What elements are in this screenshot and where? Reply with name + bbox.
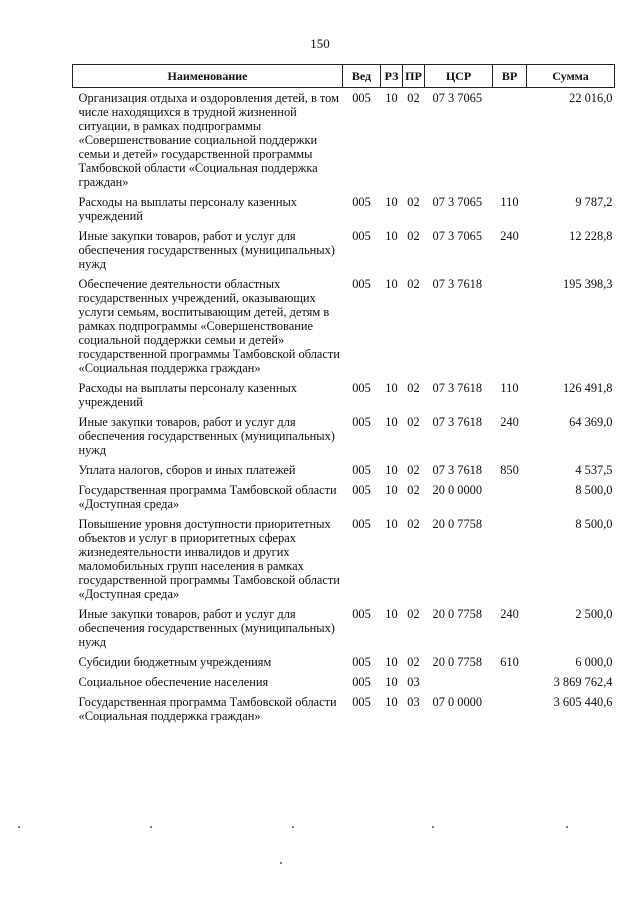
row-rz: 10 xyxy=(385,381,398,395)
row-rz: 10 xyxy=(385,655,398,669)
row-vr: 110 xyxy=(500,381,519,395)
table-row xyxy=(73,88,615,196)
table-row xyxy=(73,655,615,675)
row-ved: 005 xyxy=(352,695,371,709)
header-vr: ВР xyxy=(493,65,527,88)
row-rz: 10 xyxy=(385,463,398,477)
row-ved: 005 xyxy=(352,655,371,669)
row-rz: 10 xyxy=(385,277,398,291)
row-csr: 07 3 7618 xyxy=(432,463,483,477)
row-name: Иные закупки товаров, работ и услуг для обеспечения государственных (муниципальных) нужд xyxy=(78,229,335,271)
row-csr: 07 3 7065 xyxy=(432,195,483,209)
row-pr: 03 xyxy=(407,675,420,689)
row-ved: 005 xyxy=(352,483,371,497)
page-number: 150 xyxy=(310,36,330,51)
row-ved: 005 xyxy=(352,675,371,689)
row-vr: 240 xyxy=(500,415,519,429)
row-vr: 610 xyxy=(500,655,519,669)
row-ved: 005 xyxy=(352,607,371,621)
row-name: Иные закупки товаров, работ и услуг для обеспечения государственных (муниципальных) нужд xyxy=(78,607,335,649)
row-ved: 005 xyxy=(352,91,371,105)
row-ved: 005 xyxy=(352,277,371,291)
row-pr: 02 xyxy=(407,381,420,395)
row-csr: 07 3 7618 xyxy=(432,277,483,291)
row-pr: 02 xyxy=(407,229,420,243)
row-csr: 07 3 7618 xyxy=(432,381,483,395)
row-sum: 22 016,0 xyxy=(569,91,613,105)
row-vr: 240 xyxy=(500,607,519,621)
scan-dot xyxy=(150,826,152,828)
row-sum: 126 491,8 xyxy=(562,381,613,395)
row-rz: 10 xyxy=(385,607,398,621)
row-rz: 10 xyxy=(385,415,398,429)
row-sum: 12 228,8 xyxy=(569,229,613,243)
header-rz: РЗ xyxy=(381,65,403,88)
table-row xyxy=(73,277,615,381)
row-pr: 02 xyxy=(407,463,420,477)
row-csr: 07 3 7065 xyxy=(432,229,483,243)
row-vr xyxy=(493,695,527,729)
row-sum: 8 500,0 xyxy=(575,517,613,531)
row-sum: 9 787,2 xyxy=(575,195,613,209)
row-ved: 005 xyxy=(352,195,371,209)
row-csr: 20 0 0000 xyxy=(432,483,483,497)
row-name: Организация отдыха и оздоровления детей, в том числе находящихся в трудной жизненной ситуации, в рамках подпрограммы «Совершенствование социальной поддержки семьи и детей» государственной программы Тамбовской области «Социальная поддержка граждан» xyxy=(78,91,339,189)
row-pr: 02 xyxy=(407,607,420,621)
table-row xyxy=(73,415,615,463)
row-csr: 20 0 7758 xyxy=(432,517,483,531)
row-csr: 07 3 7618 xyxy=(432,415,483,429)
row-csr xyxy=(425,675,493,695)
row-name: Субсидии бюджетным учреждениям xyxy=(78,655,272,669)
row-csr: 20 0 7758 xyxy=(432,655,483,669)
row-ved: 005 xyxy=(352,229,371,243)
row-vr xyxy=(493,277,527,381)
table-row xyxy=(73,229,615,277)
header-pr: ПР xyxy=(403,65,425,88)
table-row xyxy=(73,463,615,483)
row-sum: 6 000,0 xyxy=(575,655,613,669)
row-vr: 850 xyxy=(500,463,519,477)
row-pr: 02 xyxy=(407,277,420,291)
table-row xyxy=(73,607,615,655)
row-csr: 07 3 7065 xyxy=(432,91,483,105)
row-name: Расходы на выплаты персоналу казенных учреждений xyxy=(78,381,297,409)
row-pr: 02 xyxy=(407,655,420,669)
row-sum: 3 605 440,6 xyxy=(553,695,613,709)
budget-table xyxy=(72,64,615,729)
row-pr: 02 xyxy=(407,91,420,105)
row-vr: 110 xyxy=(500,195,519,209)
row-vr: 240 xyxy=(500,229,519,243)
row-pr: 02 xyxy=(407,415,420,429)
scan-dot xyxy=(18,826,20,828)
row-rz: 10 xyxy=(385,91,398,105)
row-ved: 005 xyxy=(352,463,371,477)
row-pr: 02 xyxy=(407,195,420,209)
row-rz: 10 xyxy=(385,195,398,209)
row-name: Социальное обеспечение населения xyxy=(78,675,269,689)
table-row xyxy=(73,381,615,415)
row-rz: 10 xyxy=(385,675,398,689)
row-name: Повышение уровня доступности приоритетных объектов и услуг в приоритетных сферах жизнедеятельности инвалидов и других маломобильных групп населения в рамках государственной программы Тамбовской области «Доступная среда» xyxy=(78,517,340,601)
row-name: Уплата налогов, сборов и иных платежей xyxy=(78,463,296,477)
row-name: Государственная программа Тамбовской области «Социальная поддержка граждан» xyxy=(78,695,337,723)
row-vr xyxy=(493,483,527,517)
row-name: Обеспечение деятельности областных государственных учреждений, оказывающих услуги семьям, воспитывающим детей, детям в рамках подпрограммы «Совершенствование социальной поддержки семьи и детей» государственной программы Тамбовской области «Социальная поддержка граждан» xyxy=(78,277,340,375)
scan-dot xyxy=(432,826,434,828)
row-ved: 005 xyxy=(352,381,371,395)
scan-dot xyxy=(292,826,294,828)
row-name: Расходы на выплаты персоналу казенных учреждений xyxy=(78,195,297,223)
row-csr: 07 0 0000 xyxy=(432,695,483,709)
row-ved: 005 xyxy=(352,415,371,429)
header-name: Наименование xyxy=(73,65,343,88)
row-rz: 10 xyxy=(385,517,398,531)
row-ved: 005 xyxy=(352,517,371,531)
row-sum: 2 500,0 xyxy=(575,607,613,621)
row-vr xyxy=(493,517,527,607)
row-sum: 195 398,3 xyxy=(562,277,613,291)
row-name: Иные закупки товаров, работ и услуг для обеспечения государственных (муниципальных) нужд xyxy=(78,415,335,457)
scan-dot xyxy=(566,826,568,828)
header-csr: ЦСР xyxy=(425,65,493,88)
row-pr: 02 xyxy=(407,517,420,531)
row-rz: 10 xyxy=(385,695,398,709)
row-rz: 10 xyxy=(385,229,398,243)
row-sum: 8 500,0 xyxy=(575,483,613,497)
table-row xyxy=(73,695,615,729)
header-sum: Сумма xyxy=(527,65,615,88)
table-row xyxy=(73,195,615,229)
table-header-row xyxy=(73,65,615,88)
row-sum: 4 537,5 xyxy=(575,463,613,477)
table-row xyxy=(73,483,615,517)
row-csr: 20 0 7758 xyxy=(432,607,483,621)
row-pr: 03 xyxy=(407,695,420,709)
header-ved: Вед xyxy=(343,65,381,88)
table-row xyxy=(73,675,615,695)
row-sum: 64 369,0 xyxy=(569,415,613,429)
row-pr: 02 xyxy=(407,483,420,497)
table-row xyxy=(73,517,615,607)
row-name: Государственная программа Тамбовской области «Доступная среда» xyxy=(78,483,337,511)
row-rz: 10 xyxy=(385,483,398,497)
scan-dot xyxy=(280,862,282,864)
row-sum: 3 869 762,4 xyxy=(553,675,613,689)
row-vr xyxy=(493,675,527,695)
row-vr xyxy=(493,88,527,196)
